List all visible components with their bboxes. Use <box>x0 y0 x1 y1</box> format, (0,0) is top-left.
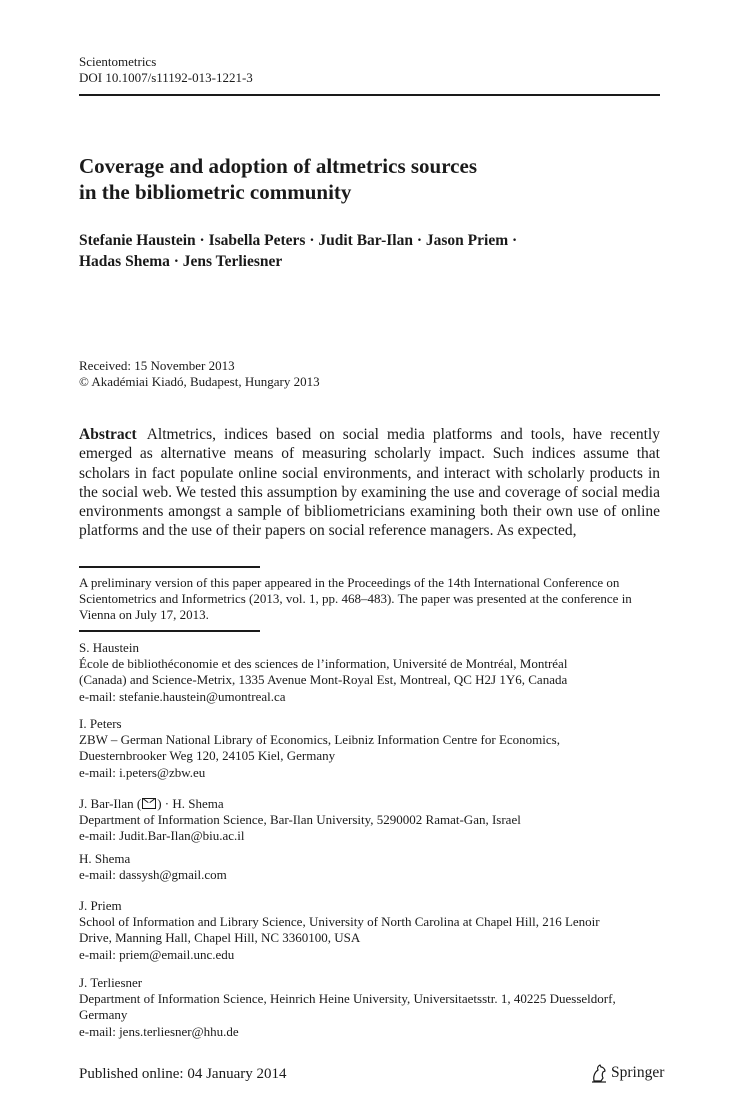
email-priem[interactable]: e-mail: priem@email.unc.edu <box>79 946 235 962</box>
abstract-label: Abstract <box>79 426 137 443</box>
affiliation-shema: H. Shema e-mail: dassysh@gmail.com <box>79 851 660 883</box>
header-rule <box>79 94 660 96</box>
affiliation-priem: J. Priem School of Information and Library Science, University of North Carolina at Chapel Hill, 216 Lenoir Drive, Manning Hall, Chapel Hill, NC 3360100, USA e-mail: priem@email.unc.edu <box>79 898 660 963</box>
abstract <box>79 425 660 541</box>
envelope-icon <box>142 798 156 809</box>
received-info <box>79 358 320 390</box>
publisher-name: Springer <box>611 1064 665 1081</box>
journal-header <box>79 54 253 86</box>
affiliation-rule <box>79 630 260 632</box>
email-terliesner[interactable]: e-mail: jens.terliesner@hhu.de <box>79 1023 239 1039</box>
author-list: Stefanie Haustein · Isabella Peters · Judit Bar-Ilan · Jason Priem · Hadas Shema · Jens Terliesner <box>79 232 518 270</box>
email-haustein[interactable]: e-mail: stefanie.haustein@umontreal.ca <box>79 688 286 704</box>
email-peters[interactable]: e-mail: i.peters@zbw.eu <box>79 764 206 780</box>
doi: DOI 10.1007/s11192-013-1221-3 <box>79 70 253 85</box>
footnote-rule <box>79 566 260 568</box>
abstract-text: Altmetrics, indices based on social media platforms and tools, have recently emerged as alternative means of measuring scholarly impact. Such indices assume that scholars in fact populate online social environments, and interact with scholarly products in the social web. We tested this assumption by examining the use and coverage of social media environments amongst a sample of bibliometricians examining both their own use of online platforms and the use of their papers on social reference managers. As expected, <box>79 426 660 540</box>
footnote: A preliminary version of this paper appeared in the Proceedings of the 14th International Conference on Scientometrics and Informetrics (2013, vol. 1, pp. 468–483). The paper was presented at the conference in Vienna on July 17, 2013. <box>79 575 632 623</box>
received-date: Received: 15 November 2013 <box>79 358 235 373</box>
affiliation-bar-ilan: J. Bar-Ilan ( ) · H. Shema Department of Information Science, Bar-Ilan University, 5290002 Ramat-Gan, Israel e-mail: Judit.Bar-Ilan@biu.ac.il <box>79 796 660 845</box>
copyright: © Akadémiai Kiadó, Budapest, Hungary 2013 <box>79 374 320 389</box>
email-shema[interactable]: e-mail: dassysh@gmail.com <box>79 867 227 883</box>
affiliation-terliesner: J. Terliesner Department of Information Science, Heinrich Heine University, Universitaetsstr. 1, 40225 Duesseldorf, Germany e-mail: jens.terliesner@hhu.de <box>79 975 660 1040</box>
journal-name: Scientometrics <box>79 54 157 69</box>
article-title: Coverage and adoption of altmetrics sources in the bibliometric community <box>79 154 477 204</box>
published-online: Published online: 04 January 2014 <box>79 1066 287 1082</box>
springer-horse-icon <box>590 1063 608 1083</box>
affiliation-peters: I. Peters ZBW – German National Library of Economics, Leibniz Information Centre for Economics, Duesternbrooker Weg 120, 24105 Kiel, Germany e-mail: i.peters@zbw.eu <box>79 716 660 781</box>
springer-logo <box>590 1063 664 1083</box>
affiliation-haustein: S. Haustein École de bibliothéconomie et des sciences de l’information, Université de Montréal, Montréal (Canada) and Science-Metrix, 1335 Avenue Mont-Royal Est, Montreal, QC H2J 1Y6, Canada e-mail: stefanie.haustein@umontreal.ca <box>79 640 660 705</box>
email-bar-ilan[interactable]: e-mail: Judit.Bar-Ilan@biu.ac.il <box>79 828 245 844</box>
